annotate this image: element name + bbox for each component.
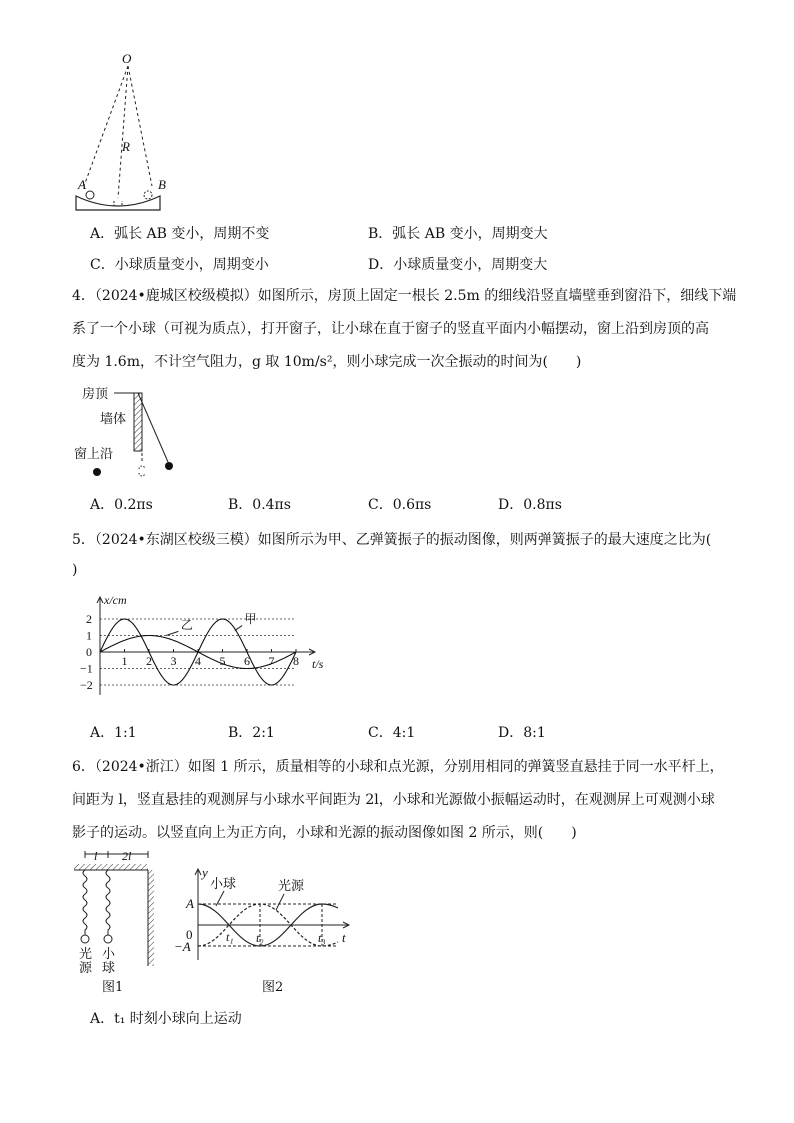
q5-option-d[interactable]: D．8:1: [498, 725, 546, 741]
y-tick-label: 1: [86, 628, 92, 643]
fig1-caption: 图1: [102, 980, 124, 995]
x-tick-label: 7: [268, 654, 275, 668]
label-O: O: [122, 51, 132, 66]
svg-text:t₂: t₂: [256, 931, 264, 945]
q4-option-c[interactable]: C．0.6πs: [368, 497, 432, 513]
x-tick-label: 6: [244, 654, 250, 668]
x-tick-label: 1: [121, 654, 128, 668]
y-tick-label: −1: [80, 661, 93, 676]
svg-text:t₃: t₃: [318, 931, 326, 945]
x-axis-label: t/s: [312, 657, 324, 671]
label-wall: 墙体: [100, 412, 127, 427]
y-tick-label: 2: [86, 612, 92, 626]
label-roof: 房顶: [82, 387, 109, 402]
x-tick-label: 5: [219, 654, 226, 668]
svg-text:光源: 光源: [278, 879, 305, 894]
q6-figure1: [72, 848, 156, 973]
y-tick-label: 0: [86, 645, 92, 659]
ball-middle: [114, 201, 122, 206]
label-B: B: [158, 177, 166, 192]
svg-text:A: A: [186, 896, 194, 911]
svg-text:光: 光: [79, 947, 93, 962]
series-label-jia: 甲: [244, 612, 257, 627]
screen: [148, 870, 154, 966]
ball-left: [93, 468, 101, 476]
q4-stem-line1: 4．（2024•鹿城区校级模拟）如图所示，房顶上固定一根长 2.5m 的细线沿竖直墙壁垂到窗沿下，细线下端: [72, 288, 737, 304]
q3-option-d[interactable]: D．小球质量变小，周期变大: [368, 257, 548, 273]
q5-option-c[interactable]: C．4:1: [368, 725, 416, 741]
q6-figure2: [168, 866, 354, 966]
q3-option-c[interactable]: C．小球质量变小，周期变小: [90, 257, 269, 273]
x-tick-label: 8: [293, 654, 299, 668]
q6-stem-line3: 影子的运动。以竖直向上为正方向，小球和光源的振动图像如图 2 所示，则( ): [72, 825, 577, 841]
leader-yi: [166, 631, 178, 635]
rod: [74, 864, 148, 870]
svg-text:小球: 小球: [210, 877, 237, 892]
q6-stem-line2: 间距为 l，竖直悬挂的观测屏与小球水平间距为 2l，小球和光源做小振幅运动时，在观测屏上可观测小球: [72, 792, 715, 808]
spring-light: [83, 870, 87, 935]
y-axis-label: x/cm: [104, 593, 127, 607]
q3-option-b[interactable]: B．弧长 AB 变小，周期变大: [368, 226, 548, 242]
x-tick-label: 2: [146, 654, 152, 668]
spring-ball: [106, 870, 110, 935]
q4-option-a[interactable]: A．0.2πs: [90, 497, 153, 513]
label-A: A: [78, 177, 86, 192]
label-l: l: [94, 849, 98, 863]
wall: [134, 393, 142, 451]
q6-stem-line1: 6．（2024•浙江）如图 1 所示，质量相等的小球和点光源，分别用相同的弹簧竖直悬挂于同一水平杆上，: [72, 759, 724, 775]
ball: [104, 935, 112, 943]
q3-figure: [72, 48, 182, 218]
x-tick-label: 3: [170, 654, 177, 668]
svg-text:t₁: t₁: [226, 930, 234, 944]
svg-text:小: 小: [102, 947, 116, 962]
svg-text:−A: −A: [174, 939, 191, 954]
q5-option-a[interactable]: A．1:1: [90, 725, 137, 741]
light-source: [81, 935, 89, 943]
label-window-top: 窗上沿: [74, 447, 114, 462]
series-label-yi: 乙: [180, 617, 193, 632]
svg-text:源: 源: [79, 961, 93, 973]
q5-option-b[interactable]: B．2:1: [228, 725, 275, 741]
fig2-caption: 图2: [262, 980, 284, 995]
q4-figure: [72, 382, 192, 482]
q3-option-a[interactable]: A．弧长 AB 变小，周期不变: [90, 226, 270, 242]
label-2l: 2l: [122, 849, 132, 863]
q4-stem-line2: 系了一个小球（可视为质点），打开窗子，让小球在直于窗子的竖直平面内小幅摆动，窗上沿到房顶的高: [72, 321, 709, 337]
svg-text:球: 球: [102, 961, 116, 973]
ball-center: [139, 466, 145, 469]
q5-stem-line2: ): [72, 562, 78, 578]
svg-text:t: t: [342, 930, 346, 945]
svg-text:y: y: [202, 866, 208, 880]
ball-right: [165, 462, 173, 470]
svg-text:0: 0: [186, 927, 193, 942]
q6-option-a[interactable]: A．t₁ 时刻小球向上运动: [90, 1011, 242, 1027]
y-tick-label: −2: [80, 678, 93, 692]
q4-option-b[interactable]: B．0.4πs: [228, 497, 291, 513]
q5-stem-line1: 5．（2024•东湖区校级三模）如图所示为甲、乙弹簧振子的振动图像，则两弹簧振子的最大速度之比为(: [72, 532, 712, 548]
ball-A: [86, 191, 94, 199]
x-tick-label: 4: [195, 654, 201, 668]
label-R: R: [122, 139, 130, 154]
q4-stem-line3: 度为 1.6m，不计空气阻力，g 取 10m/s²，则小球完成一次全振动的时间为( ): [72, 354, 582, 370]
leader-jia: [235, 626, 242, 631]
ball-B: [144, 191, 152, 199]
q4-option-d[interactable]: D．0.8πs: [498, 497, 562, 513]
q5-chart: [78, 590, 348, 702]
